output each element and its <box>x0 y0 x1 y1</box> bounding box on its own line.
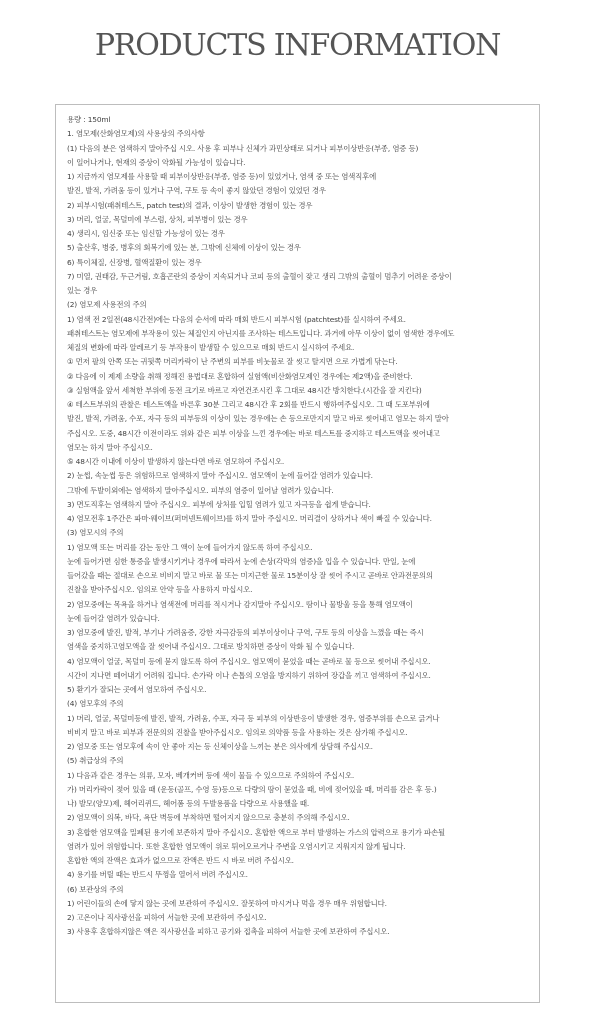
info-text-line: 5) 환기가 잘되는 곳에서 염모하여 주십시오. <box>67 685 207 694</box>
info-text-line: 3) 염모중에 발진, 발적, 부기나 가려움증, 강한 자극감등의 피부이상이나 구역, 구토 등의 이상을 느꼈을 때는 즉시 <box>67 628 424 637</box>
info-text-line: 1) 지금까지 염모제를 사용할 때 피부이상반응(부종, 염증 등)이 있었거나, 염색 중 또는 염색직후에 <box>67 172 377 181</box>
info-text-line: ③ 실험액을 앞서 세척한 부위에 동전 크기로 바르고 자연건조시킨 후 그대로 48시간 방치한다.(시간을 잘 지킨다) <box>67 385 422 395</box>
info-text-line: ④ 테스트부위의 관찰은 테스트액을 바른후 30분 그리고 48시간 후 2회를 반드시 행하여주십시오. 그 때 도포부위에 <box>67 400 430 409</box>
info-text-line: 2) 눈썹, 속눈썹 등은 위험하므로 염색하지 말아 주십시오. 염모액이 눈에 들어갈 염려가 있습니다. <box>67 471 373 481</box>
info-text-line: 패취테스트는 염모제에 부작용이 있는 체질인지 아닌지를 조사하는 테스트입니다. 과거에 아무 이상이 없이 염색한 경우에도 <box>67 328 455 338</box>
info-text-line: ① 먼저 팔의 안쪽 또는 귀뒷쪽 머리카락이 난 주변의 피부를 비눗물로 잘 씻고 탈지면 으로 가볍게 닦는다. <box>67 357 398 367</box>
info-text-line: 2) 염모액이 의복, 바닥, 욕단 벽등에 부착하면 떨어지지 않으므로 충분히 주의해 주십시오. <box>67 813 350 823</box>
info-text-line: 4) 용기를 버릴 때는 반드시 뚜껑을 열어서 버려 주십시오. <box>67 870 248 880</box>
info-text-line: 발진, 발적, 가려움 등이 있거나 구역, 구토 등 속이 좋지 않았던 경험이 있었던 경우 <box>67 186 326 196</box>
info-text-line: 염려가 있어 위험합니다. 또한 혼합한 염모액이 위로 튀어오르거나 주변을 오염시키고 지워지지 않게 됩니다. <box>67 841 406 851</box>
info-text-line: 3) 머리, 얼굴, 목덜미에 부스럼, 상처, 피부병이 있는 경우 <box>67 214 248 224</box>
info-text-line: ② 다음에 이 제제 소량을 취해 정해진 용법대로 혼합하여 실험액(비산화염모제인 경우에는 제2액)을 준비한다. <box>67 371 413 381</box>
info-text-line: 그밖에 두발이외에는 염색하지 말아주십시오. 피부의 염증이 일어날 염려가 있습니다. <box>67 485 334 495</box>
info-text-line: 2) 피부시험(패취테스트, patch test)의 결과, 이상이 발생한 경험이 있는 경우 <box>67 200 313 210</box>
info-text-line: 4) 염모액이 얼굴, 목덜미 등에 묻지 않도록 하여 주십시오. 염모액이 묻었을 때는 곧바로 물 등으로 씻어내 주십시오. <box>67 656 431 666</box>
info-text-line: 4) 염모전후 1주간은 파마·웨이브(퍼머넨트웨이브)를 하지 말아 주십시오. 머리결이 상하거나 색이 빠질 수 있습니다. <box>67 514 432 523</box>
info-text-line: 6) 특이체질, 신장병, 혈액질환이 있는 경우 <box>67 257 202 267</box>
info-text-line: 시간이 지나면 떼어내기 어려워 집니다. 손가락 이나 손톱의 오염을 방지하기 위하여 장갑을 끼고 염색하여 주십시오. <box>67 670 431 680</box>
info-text-line: 1) 염모액 또는 머리를 감는 동안 그 액이 눈에 들어가지 않도록 하여 주십시오. <box>67 542 313 552</box>
info-text-line: (4) 염모후의 주의 <box>67 699 124 709</box>
page-title: PRODUCTS INFORMATION <box>94 28 501 63</box>
info-text-line: 5) 출산후, 병중, 병후의 회복기에 있는 분, 그밖에 신체에 이상이 있는 경우 <box>67 243 301 253</box>
info-text-line: 4) 생리시, 임신중 또는 임신할 가능성이 있는 경우 <box>67 229 225 238</box>
info-text-line: 염색을 중지하고염모액을 잘 씻어내 주십시오. 그대로 방치하면 증상이 악화 될 수 있습니다. <box>67 642 355 652</box>
info-text-line: 1. 염모제(산화염모제)의 사용상의 주의사항 <box>67 129 205 139</box>
info-text-line: (3) 염모시의 주의 <box>67 528 124 538</box>
info-text-line: 1) 다음과 같은 경우는 의류, 모자, 베개커버 등에 색이 물들 수 있으므로 주의하여 주십시오. <box>67 770 355 780</box>
info-text-line: 3) 면도직후는 염색하지 말아 주십시오. 피부에 상처를 입힐 염려가 있고 자극등을 쉽게 받습니다. <box>67 499 371 509</box>
info-text-line: 들어갔을 때는 절대로 손으로 비비지 말고 바로 물 또는 미지근한 물로 15분이상 잘 씻어 주시고 곧바로 안과전문의의 <box>67 571 433 580</box>
info-text-line: ⑤ 48시간 이내에 이상이 발생하지 않는다면 바로 염모하여 주십시오. <box>67 457 285 466</box>
info-text-line: 나) 발모(양모)제, 헤어리퀴드, 헤어폼 등의 두발용품을 다량으로 사용했을 때. <box>67 799 310 808</box>
info-text-line: (5) 취급상의 주의 <box>67 756 124 766</box>
info-text-line: 비비지 말고 바로 피부과 전문의의 진찰을 받아주십시오. 임의로 의약품 등을 사용하는 것은 삼가해 주십시오. <box>67 727 408 737</box>
info-text-line: 이 일어나거나, 현재의 증상이 악화될 가능성이 있습니다. <box>67 157 246 167</box>
info-text-line: 2) 염모중에는 목욕을 하거나 염색전에 머리를 적시거나 감지말아 주십시오. 땀이나 물방울 등을 통해 염모액이 <box>67 599 413 609</box>
info-text-line: 체질의 변화에 따라 알레르기 등 부작용이 발생할 수 있으므로 매회 반드시 실시하여 주세요. <box>67 343 355 352</box>
info-text-line: 3) 혼합한 염모액을 밀폐된 용기에 보존하지 말아 주십시오. 혼합한 액으로 부터 발생하는 가스의 압력으로 용기가 파손될 <box>67 827 445 837</box>
info-text-line: 1) 머리, 얼굴, 목덜미등에 발진, 발적, 가려움, 수포, 자극 등 피부의 이상반응이 발생한 경우, 염증부위를 손으로 긁거나 <box>67 713 440 723</box>
info-text-line: 2) 고온이나 직사광선을 피하여 서늘한 곳에 보관하여 주십시오. <box>67 913 267 922</box>
info-text-line: 눈에 들어갈 염려가 있습니다. <box>67 613 160 623</box>
product-info-box <box>55 104 540 1003</box>
info-text-line: 3) 사용후 혼합하지않은 액은 직사광선을 피하고 공기와 접촉을 피하여 서늘한 곳에 보관하여 주십시오. <box>67 927 390 937</box>
info-text-line: 눈에 들어가면 심한 통증을 발생시키거나 경우에 따라서 눈에 손상(각막의 염증)을 입을 수 있습니다. 만일, 눈에 <box>67 556 416 566</box>
info-text-line: 있는 경우 <box>67 286 98 295</box>
info-text-line: 7) 미열, 권태감, 두근거림, 호흡곤란의 증상이 지속되거나 코피 등의 출혈이 잦고 생리 그밖의 출혈이 멈추기 어려운 증상이 <box>67 271 452 281</box>
info-text-line: 발진, 발적, 가려움, 수포, 자극 등의 피부등의 이상이 있는 경우에는 손 등으로만지지 말고 바로 씻어내고 염모는 하지 말아 <box>67 414 449 424</box>
info-text-line: 1) 어린이들의 손에 닿지 않는 곳에 보관하여 주십시오. 잘못하여 마시거나 먹을 경우 매우 위험합니다. <box>67 898 387 908</box>
info-text-line: (6) 보관상의 주의 <box>67 884 124 894</box>
info-text-line: 주십시오. 도중, 48시간 이전이라도 위와 같은 피부 이상을 느낀 경우에는 바로 테스트를 중지하고 테스트액을 씻어내고 <box>67 428 440 438</box>
info-text-line: 용량 : 150ml <box>67 115 111 124</box>
info-text-line: 진찰을 받아주십시오. 임의로 안약 등을 사용하지 마십시오. <box>67 585 253 595</box>
info-text-line: 혼합한 액의 잔액은 효과가 없으므로 잔액은 반드 시 바로 버려 주십시오. <box>67 856 294 865</box>
info-text-line: 1) 염색 전 2일전(48시간전)에는 다음의 순서에 따라 매회 반드시 피부시험 (patchtest)를 실시하여 주세요. <box>67 314 406 324</box>
info-text-line: (1) 다음의 분은 염색하지 말아주십 시오. 사용 후 피부나 신체가 과민상태로 되거나 피부이상반응(부종, 염증 등) <box>67 143 419 153</box>
info-text-line: (2) 염모제 사용전의 주의 <box>67 300 147 310</box>
info-text-line: 2) 염모중 또는 염모후에 속이 안 좋아 지는 등 신체이상을 느끼는 분은 의사에게 상담해 주십시오. <box>67 742 373 751</box>
info-text-line: 가) 머리카락이 젖어 있을 때 (운동(골프, 수영 등)등으로 다량의 땀이 묻었을 때, 비에 젖어있을 때, 머리를 감은 후 등.) <box>67 784 437 794</box>
info-text-line: 염모는 하지 말아 주십시오. <box>67 442 153 452</box>
